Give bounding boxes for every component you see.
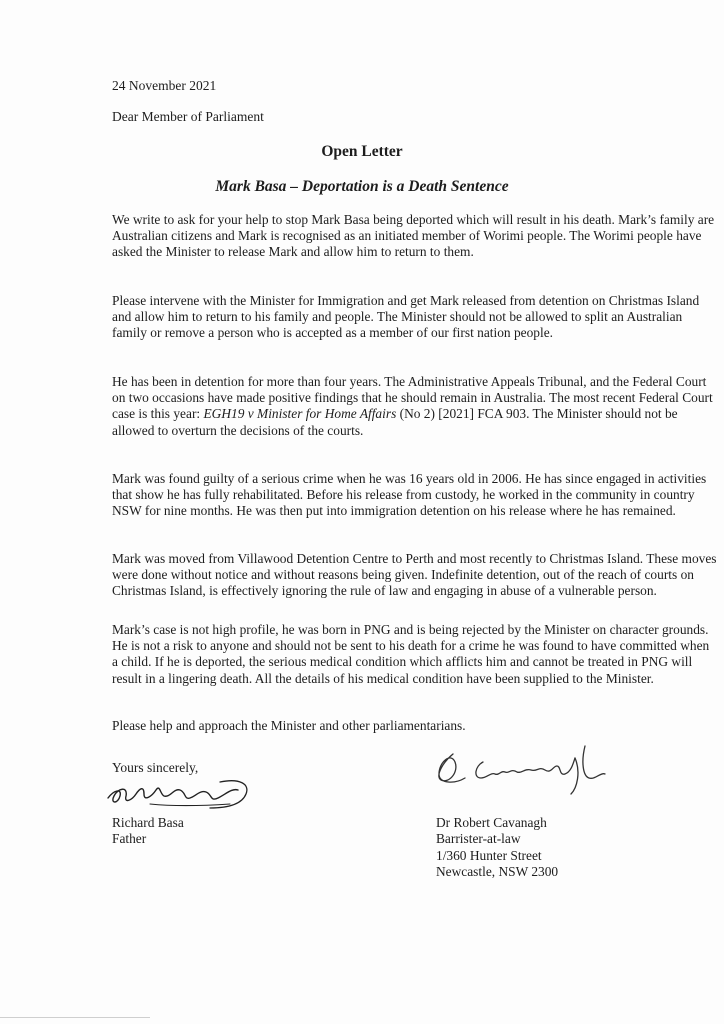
letter-heading: Open Letter — [321, 143, 403, 160]
case-citation: EGH19 v Minister for Home Affairs — [203, 406, 397, 422]
paragraph-request: We write to ask for your help to stop Mark Basa being deported which will result in his death. Mark’s family are Australian citizens and Mark is recognised as an initiated member of Worimi people. The Worimi people have asked the Minister to release Mark and allow him to return to them. — [112, 212, 715, 260]
signer-right-address-line1: 1/360 Hunter Street — [436, 847, 542, 863]
paragraph-detention-text-end: (No 2) [2021] FCA 903. The Minister should not be allowed to overturn the decisions of the courts. — [112, 406, 678, 438]
paragraph-rehabilitation: Mark was found guilty of a serious crime when he was 16 years old in 2006. He has since engaged in activities that show he has fully rehabilitated. Before his release from custody, he worked in the community in country NSW for nine months. He was then put into immigration detention on his release where he has remained. — [112, 471, 707, 519]
signer-right-role: Barrister-at-law — [436, 831, 521, 847]
signer-right-block — [436, 815, 558, 881]
scan-artifact-line — [0, 1017, 150, 1018]
signature-richard-basa — [100, 760, 260, 820]
paragraph-moves: Mark was moved from Villawood Detention Centre to Perth and most recently to Christmas Island. These moves were done without notice and without reasons being given. Indefinite detention, out of the reach of courts on Christmas Island, is effectively ignoring the rule of law and engaging in abuse of a vulnerable person. — [112, 551, 717, 599]
letter-date: 24 November 2021 — [112, 78, 217, 93]
salutation: Dear Member of Parliament — [112, 109, 264, 124]
paragraph-medical: Mark’s case is not high profile, he was born in PNG and is being rejected by the Minister on character grounds. He is not a risk to anyone and should not be sent to his death for a crime he was found to have committed when a child. If he is deported, the serious medical condition which afflicts him and cannot be treated in PNG will result in a lingering death. All the details of his medical condition have been supplied to the Minister. — [112, 622, 710, 686]
paragraph-detention-text: He has been in detention for more than four years. The Administrative Appeals Tribunal, and the Federal Court on two occasions have made positive findings that he should remain in Australia. The most recent Federal Court case is this year: — [112, 374, 713, 422]
paragraph-intervene: Please intervene with the Minister for Immigration and get Mark released from detention on Christmas Island and allow him to return to his family and people. The Minister should not be allowed to split an Australian family or remove a person who is accepted as a member of our first nation people. — [112, 293, 700, 341]
paragraph-appeal: Please help and approach the Minister and other parliamentarians. — [112, 718, 466, 733]
closing: Yours sincerely, — [112, 760, 199, 775]
signer-left-block — [112, 815, 184, 848]
signer-left-role: Father — [112, 831, 147, 847]
paragraph-detention — [112, 374, 718, 439]
signer-left-name: Richard Basa — [112, 815, 184, 830]
signer-right-name: Dr Robert Cavanagh — [436, 815, 547, 830]
letter-subheading: Mark Basa – Deportation is a Death Sentence — [215, 178, 509, 195]
signer-right-address-line2: Newcastle, NSW 2300 — [436, 864, 559, 880]
signature-robert-cavanagh — [425, 732, 625, 802]
